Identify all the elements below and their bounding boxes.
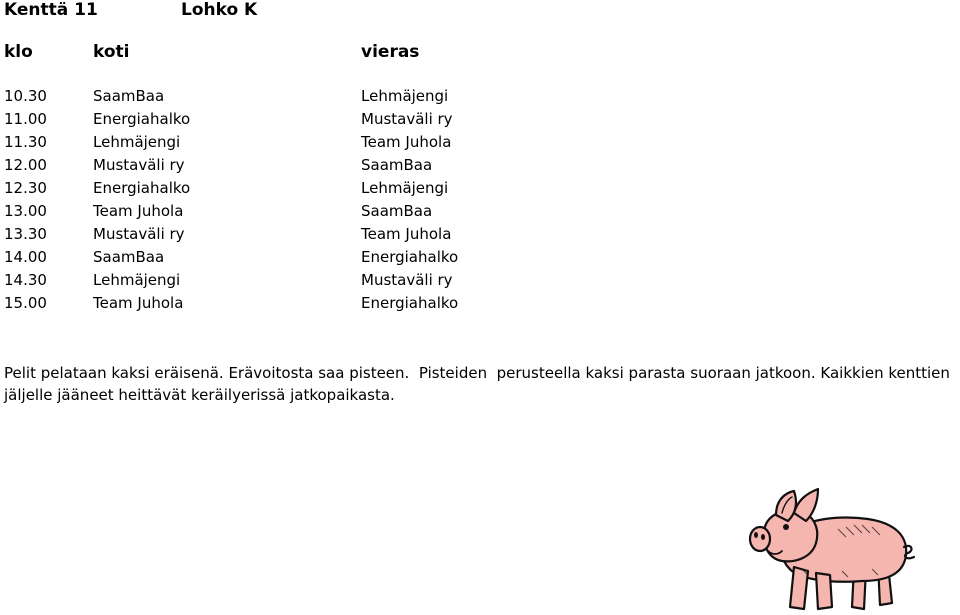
match-home-team: Mustaväli ry xyxy=(93,225,185,243)
match-away-team: Team Juhola xyxy=(361,225,452,243)
match-home-team: SaamBaa xyxy=(93,248,165,266)
column-header-away: vieras xyxy=(361,42,420,62)
match-away-team: Lehmäjengi xyxy=(361,87,449,105)
match-away-team: Energiahalko xyxy=(361,294,459,312)
match-away-team: SaamBaa xyxy=(361,202,433,220)
field-title: Kenttä 11 xyxy=(4,0,98,20)
match-row xyxy=(4,155,704,178)
match-away-team: Team Juhola xyxy=(361,133,452,151)
match-home-team: SaamBaa xyxy=(93,87,165,105)
match-row xyxy=(4,86,704,109)
match-row xyxy=(4,201,704,224)
match-home-team: Energiahalko xyxy=(93,110,191,128)
match-time: 13.30 xyxy=(4,225,47,243)
match-time: 11.00 xyxy=(4,110,47,128)
match-away-team: Mustaväli ry xyxy=(361,271,453,289)
match-row xyxy=(4,270,704,293)
match-time: 11.30 xyxy=(4,133,47,151)
rules-note: Pelit pelataan kaksi eräisenä. Erävoitosta saa pisteen. Pisteiden perusteella kaksi parasta suoraan jatkoon. Kaikkien kenttien jäljelle jääneet heittävät keräilyerissä jatkopaikasta. xyxy=(4,364,955,404)
match-time: 12.30 xyxy=(4,179,47,197)
match-time: 15.00 xyxy=(4,294,47,312)
match-home-team: Energiahalko xyxy=(93,179,191,197)
match-away-team: Lehmäjengi xyxy=(361,179,449,197)
match-home-team: Team Juhola xyxy=(93,202,184,220)
column-header-home: koti xyxy=(93,42,130,62)
match-time: 14.00 xyxy=(4,248,47,266)
match-home-team: Team Juhola xyxy=(93,294,184,312)
match-row xyxy=(4,247,704,270)
match-home-team: Lehmäjengi xyxy=(93,271,181,289)
match-time: 13.00 xyxy=(4,202,47,220)
match-row xyxy=(4,224,704,247)
match-schedule xyxy=(4,86,704,316)
match-home-team: Mustaväli ry xyxy=(93,156,185,174)
group-title: Lohko K xyxy=(181,0,258,20)
column-header-time: klo xyxy=(4,42,33,62)
match-time: 12.00 xyxy=(4,156,47,174)
match-time: 10.30 xyxy=(4,87,47,105)
match-time: 14.30 xyxy=(4,271,47,289)
match-row xyxy=(4,293,704,316)
match-home-team: Lehmäjengi xyxy=(93,133,181,151)
match-row xyxy=(4,132,704,155)
match-row xyxy=(4,109,704,132)
match-away-team: SaamBaa xyxy=(361,156,433,174)
match-away-team: Mustaväli ry xyxy=(361,110,453,128)
match-away-team: Energiahalko xyxy=(361,248,459,266)
match-row xyxy=(4,178,704,201)
pig-icon xyxy=(742,485,918,615)
